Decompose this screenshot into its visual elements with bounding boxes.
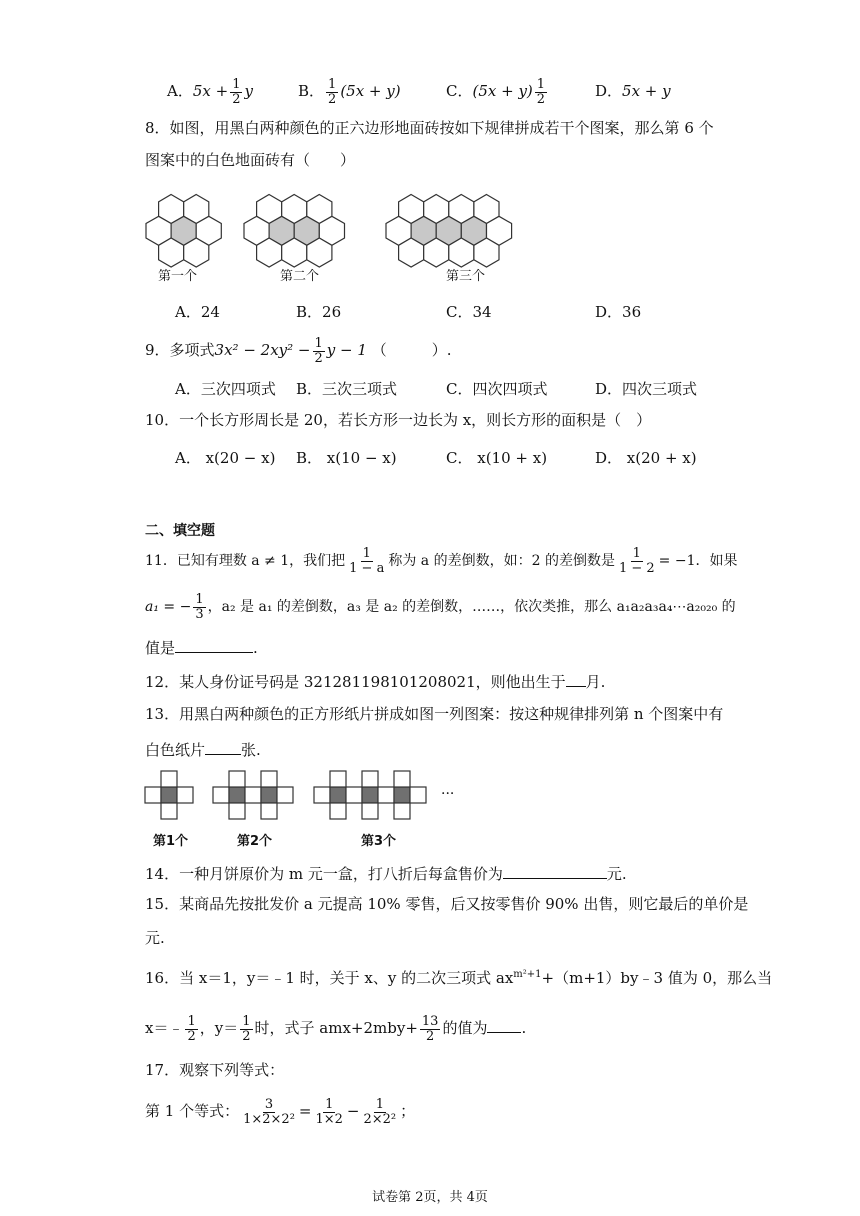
q11-line3: 值是 . [145, 639, 258, 657]
white-square [277, 787, 293, 803]
q13-line2: 白色纸片 张. [145, 741, 261, 759]
white-square [261, 771, 277, 787]
white-square [177, 787, 193, 803]
gray-square [161, 787, 177, 803]
hexagon-pattern-figure [140, 180, 570, 290]
q8-stem-line1: 8．如图，用黑白两种颜色的正六边形地面砖按如下规律拼成若干个图案，那么第 6 个 [145, 119, 714, 137]
sq-caption-3: 第3个 [361, 834, 397, 849]
q11-line1: 11．已知有理数 a ≠ 1，我们把 $\frac{1}{1 - a}$ 称为 a 的差倒数，如：2 的差倒数是 $\frac{1}{1 - 2}$ = −1．如果 [145, 546, 738, 576]
q8-option-d: D．36 [595, 303, 642, 321]
white-square [314, 787, 330, 803]
white-square [245, 787, 261, 803]
white-square [362, 771, 378, 787]
q7-option-d: D．5x + y [595, 82, 671, 100]
q15-line1: 15．某商品先按批发价 a 元提高 10% 零售，后又按零售价 90% 出售，则它最后的单价是 [145, 895, 749, 913]
hex-caption-3: 第三个 [446, 269, 486, 284]
gray-square [394, 787, 410, 803]
q12-stem: 12．某人身份证号码是 321281198101208021，则他出生于 月. [145, 673, 606, 691]
white-square [261, 803, 277, 819]
q9-option-b: B．三次三项式 [296, 380, 398, 398]
page-footer: 试卷第 2页，共 4页 [372, 1190, 488, 1205]
hex-caption-1: 第一个 [158, 269, 198, 284]
gray-square [330, 787, 346, 803]
white-square [161, 771, 177, 787]
white-square [213, 787, 229, 803]
gray-square [229, 787, 245, 803]
q14-answer-blank[interactable] [503, 864, 607, 879]
white-square [229, 771, 245, 787]
q9-option-d: D．四次三项式 [595, 380, 698, 398]
white-square [362, 803, 378, 819]
q10-option-b: B． x(10 − x) [296, 449, 397, 467]
white-square [378, 787, 394, 803]
hex-caption-2: 第二个 [280, 269, 320, 284]
q8-option-a: A．24 [175, 303, 220, 321]
sq-caption-1: 第1个 [153, 834, 189, 849]
q10-stem: 10．一个长方形周长是 20，若长方形一边长为 x，则长方形的面积是（ ） [145, 411, 652, 429]
gray-square [261, 787, 277, 803]
q9-option-c: C．四次四项式 [446, 380, 548, 398]
q8-stem-line2: 图案中的白色地面砖有（ ） [145, 151, 356, 169]
white-square [330, 771, 346, 787]
sq-ellipsis: ··· [441, 786, 455, 802]
white-square [229, 803, 245, 819]
sq-caption-2: 第2个 [237, 834, 273, 849]
q12-answer-blank[interactable] [566, 672, 586, 687]
q7-option-b: B． $\frac{1}{2}$ (5x + y) [298, 77, 401, 107]
q17-equation-1: 第 1 个等式： $\frac{3}{\text{1×2×2²}}$ = $\frac{1}{1\times 2}$ − $\frac{1}{\text{2×2²}}$ ； [145, 1097, 416, 1127]
q17-line1: 17．观察下列等式： [145, 1061, 285, 1079]
q8-option-c: C．34 [446, 303, 492, 321]
q10-option-d: D． x(20 + x) [595, 449, 697, 467]
q7-option-a: A．5x + $\frac{1}{2}$ y [167, 77, 253, 107]
q14-stem: 14．一种月饼原价为 m 元一盒，打八折后每盒售价为 元. [145, 865, 627, 883]
white-square [410, 787, 426, 803]
q16-line1: 16．当 x＝1，y＝﹣1 时，关于 x、y 的二次三项式 $ax^{m^2+1}+(m+1)by﹣3$ 值为 0，那么当 [145, 969, 773, 987]
q10-option-c: C． x(10 + x) [446, 449, 548, 467]
white-square [145, 787, 161, 803]
white-square [346, 787, 362, 803]
q13-line1: 13．用黑白两种颜色的正方形纸片拼成如图一列图案：按这种规律排列第 n 个图案中有 [145, 705, 724, 723]
gray-square [362, 787, 378, 803]
q13-answer-blank[interactable] [205, 740, 241, 755]
white-square [330, 803, 346, 819]
q11-line2: a₁ = − $\frac{1}{3}$ ，a₂ 是 a₁ 的差倒数，a₃ 是 a₂ 的差倒数，……，依次类推，那么 a₁a₂a₃a₄⋯a₂₀₂₀ 的 [145, 592, 736, 622]
section-title-fill-in: 二、填空题 [145, 523, 215, 539]
q16-answer-blank[interactable] [487, 1018, 521, 1033]
q9-option-a: A．三次四项式 [175, 380, 276, 398]
q11-answer-blank[interactable] [175, 638, 253, 653]
square-pattern-figure [143, 768, 465, 850]
white-square [394, 771, 410, 787]
white-square [161, 803, 177, 819]
q16-line2: x＝﹣ $\frac{1}{2}$ ，y＝ $\frac{1}{2}$ 时，式子 amx+2mby+ $\frac{13}{2}$ 的值为 . [145, 1014, 527, 1044]
q15-line2: 元. [145, 929, 165, 947]
q8-option-b: B．26 [296, 303, 342, 321]
q9-stem: 9．多项式3x² − 2xy² − $\frac{1}{2}$ y − 1 （ ）. [145, 336, 452, 366]
q10-option-a: A． x(20 − x) [175, 449, 276, 467]
white-square [394, 803, 410, 819]
q7-option-c: C．(5x + y) $\frac{1}{2}$ [446, 77, 546, 107]
